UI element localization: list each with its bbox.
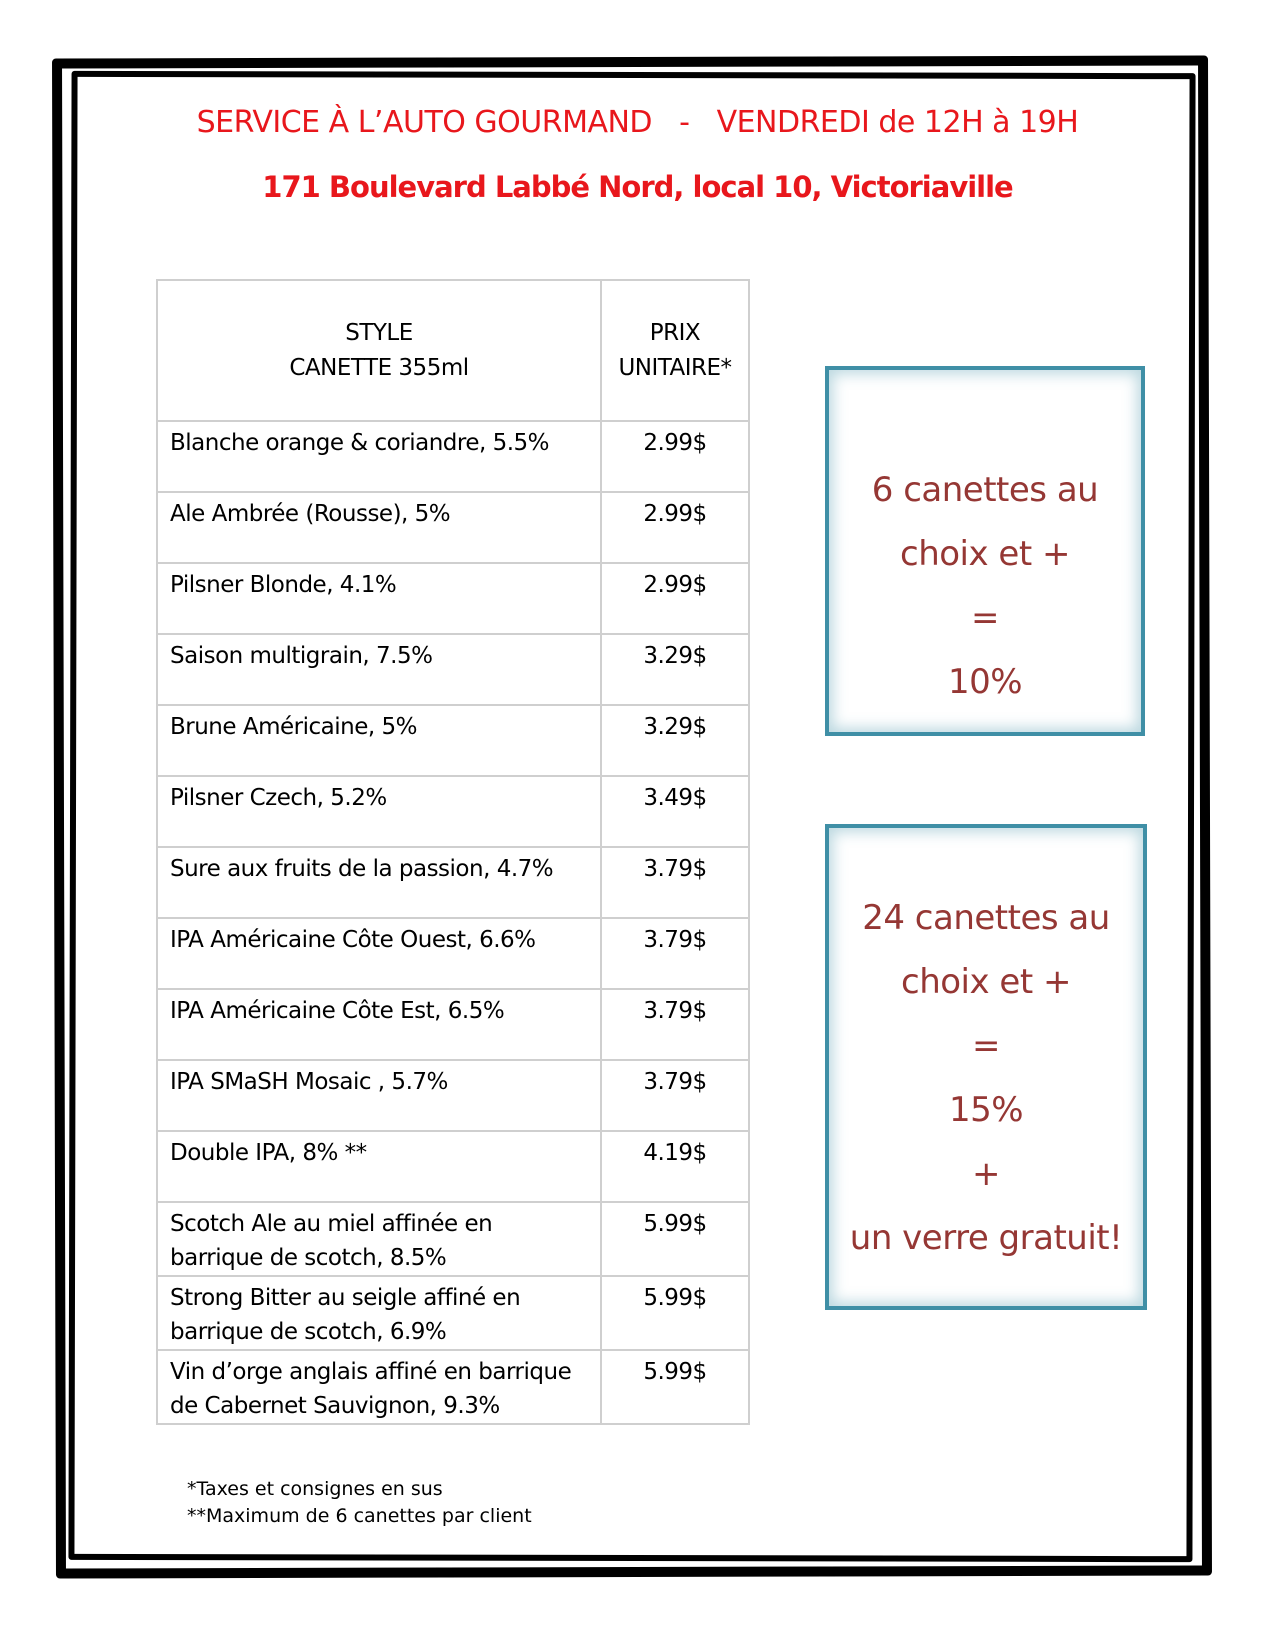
price-column-header	[601, 280, 749, 421]
beer-price: 3.79$	[601, 918, 749, 989]
table-row	[157, 776, 749, 847]
beer-style	[157, 1350, 601, 1424]
promo-box-24-cans	[825, 824, 1147, 1310]
table-row	[157, 1350, 749, 1424]
promo-text: choix et +	[901, 962, 1071, 1002]
beer-price: 2.99$	[601, 421, 749, 492]
table-row	[157, 1276, 749, 1350]
beer-style: Ale Ambrée (Rousse), 5%	[157, 492, 601, 563]
beer-style-line2: barrique de scotch, 6.9%	[170, 1319, 447, 1345]
style-header-line2: CANETTE 355ml	[289, 354, 469, 381]
beer-style: IPA Américaine Côte Est, 6.5%	[157, 989, 601, 1060]
table-header-row	[157, 280, 749, 421]
table-row	[157, 1060, 749, 1131]
beer-price: 3.79$	[601, 847, 749, 918]
price-header-line1: PRIX	[649, 319, 701, 346]
beer-style: Pilsner Czech, 5.2%	[157, 776, 601, 847]
promo-text: 6 canettes au	[871, 470, 1099, 510]
beer-style: Blanche orange & coriandre, 5.5%	[157, 421, 601, 492]
beer-style	[157, 1202, 601, 1276]
beer-style: Brune Américaine, 5%	[157, 705, 601, 776]
address-title: 171 Boulevard Labbé Nord, local 10, Victoriaville	[262, 170, 1013, 204]
table-row	[157, 634, 749, 705]
beer-style-line2: de Cabernet Sauvignon, 9.3%	[170, 1393, 500, 1419]
table-row	[157, 421, 749, 492]
beer-style-line1: Vin d’orge anglais affiné en barrique	[170, 1359, 572, 1385]
table-row	[157, 847, 749, 918]
promo-text: =	[972, 1026, 1000, 1066]
beer-style: IPA Américaine Côte Ouest, 6.6%	[157, 918, 601, 989]
beer-style: IPA SMaSH Mosaic , 5.7%	[157, 1060, 601, 1131]
beer-price: 3.29$	[601, 634, 749, 705]
service-title: SERVICE À L’AUTO GOURMAND - VENDREDI de 12H à 19H	[196, 105, 1079, 140]
beer-price: 2.99$	[601, 492, 749, 563]
table-row	[157, 1202, 749, 1276]
beer-style: Pilsner Blonde, 4.1%	[157, 563, 601, 634]
beer-price-table	[156, 279, 750, 1425]
beer-style-line2: barrique de scotch, 8.5%	[170, 1245, 447, 1271]
table-row	[157, 705, 749, 776]
beer-style-line1: Scotch Ale au miel affinée en	[170, 1211, 493, 1237]
footnote-maximum: **Maximum de 6 canettes par client	[187, 1505, 532, 1527]
promo-text: +	[972, 1154, 1000, 1194]
beer-style: Saison multigrain, 7.5%	[157, 634, 601, 705]
table-row	[157, 492, 749, 563]
table-row	[157, 1131, 749, 1202]
beer-price: 5.99$	[601, 1276, 749, 1350]
promo-text: 24 canettes au	[862, 898, 1110, 938]
footnotes	[187, 1476, 532, 1530]
beer-price: 4.19$	[601, 1131, 749, 1202]
promo-text: choix et +	[900, 534, 1070, 574]
beer-price: 5.99$	[601, 1350, 749, 1424]
table-row	[157, 989, 749, 1060]
table-row	[157, 918, 749, 989]
beer-price: 3.79$	[601, 1060, 749, 1131]
promo-discount: 15%	[948, 1090, 1024, 1130]
beer-price: 3.49$	[601, 776, 749, 847]
price-header-line2: UNITAIRE*	[618, 354, 732, 381]
beer-price: 5.99$	[601, 1202, 749, 1276]
style-header-line1: STYLE	[345, 319, 413, 346]
footnote-taxes: *Taxes et consignes en sus	[187, 1478, 443, 1500]
beer-price: 3.79$	[601, 989, 749, 1060]
beer-price: 3.29$	[601, 705, 749, 776]
beer-style: Double IPA, 8% **	[157, 1131, 601, 1202]
beer-price: 2.99$	[601, 563, 749, 634]
beer-style: Sure aux fruits de la passion, 4.7%	[157, 847, 601, 918]
promo-discount: 10%	[947, 662, 1023, 702]
promo-free-glass: un verre gratuit!	[849, 1218, 1123, 1258]
beer-style-line1: Strong Bitter au seigle affiné en	[170, 1285, 521, 1311]
beer-style	[157, 1276, 601, 1350]
table-row	[157, 563, 749, 634]
promo-box-6-cans	[825, 366, 1145, 736]
style-column-header	[157, 280, 601, 421]
promo-text: =	[971, 598, 999, 638]
